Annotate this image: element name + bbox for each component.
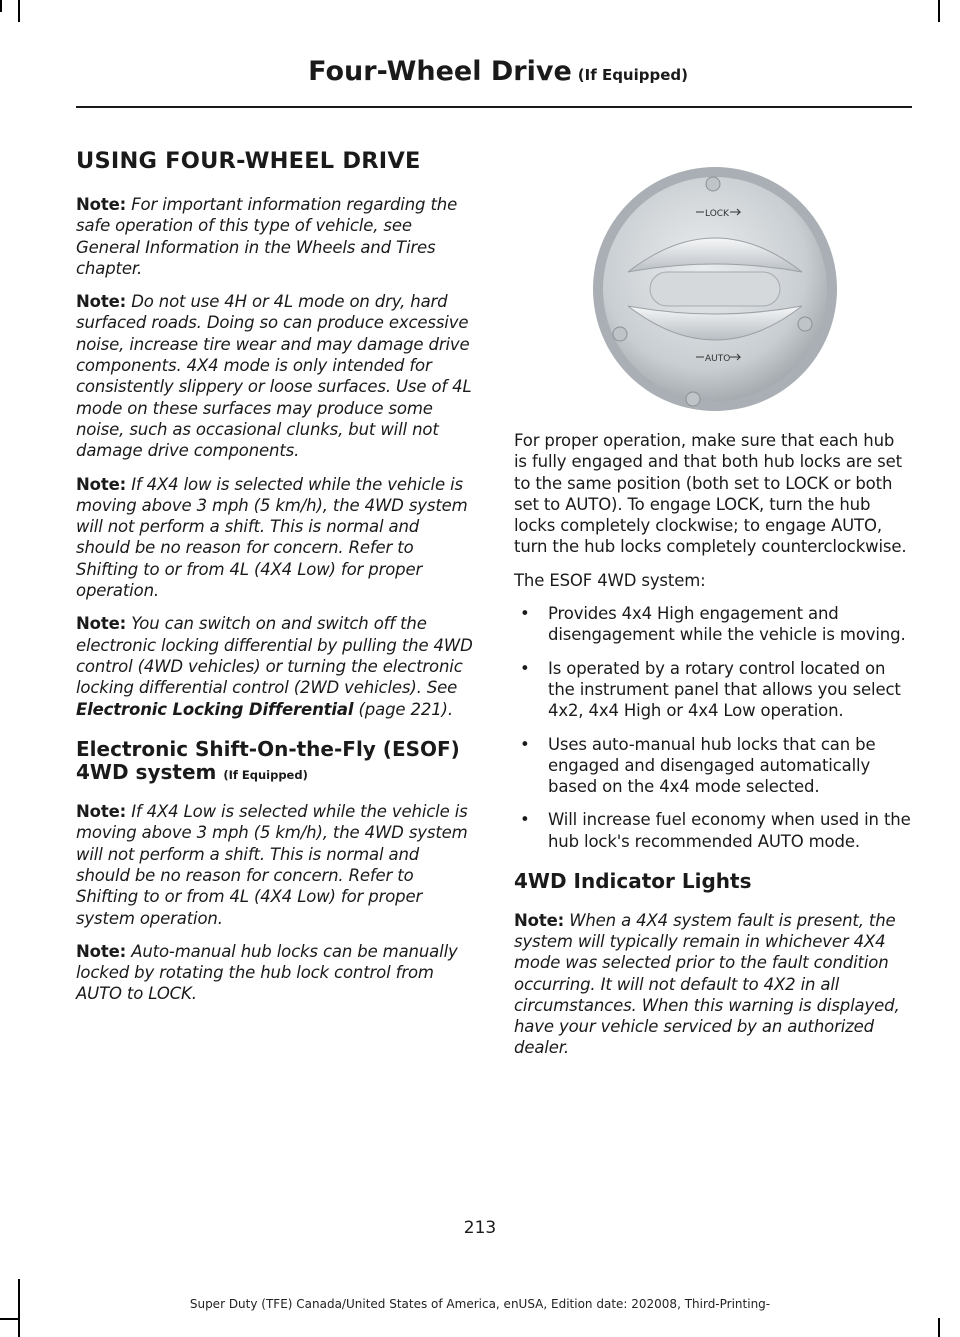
para-hub-engagement: For proper operation, make sure that each hub is fully engaged and that both hub locks are set to the same position (both set to LOCK or both set to AUTO). To engage LOCK, turn the hub locks completely clockwise; to engage AUTO, turn the hub locks completely counterclockwise.	[514, 431, 907, 557]
list-item: • Provides 4x4 High engagement and disengagement while the vehicle is moving.	[514, 603, 912, 646]
right-column	[514, 430, 912, 1071]
hub-bolt-bottom	[686, 392, 700, 406]
esof-feature-list	[514, 603, 912, 852]
list-item: • Is operated by a rotary control located on the instrument panel that allows you select 4x2, 4x4 High or 4x4 Low operation.	[514, 658, 912, 722]
crop-mark-top-left-v	[18, 0, 20, 22]
section-heading: USING FOUR-WHEEL DRIVE	[76, 148, 421, 174]
note-safety: Note: For important information regarding the safe operation of this type of vehicle, see General Information in the Wheels and Tires chapter.	[76, 195, 458, 278]
list-item: • Uses auto-manual hub locks that can be engaged and disengaged automatically based on the 4x4 mode selected.	[514, 734, 912, 798]
label-auto: AUTO	[705, 354, 731, 364]
list-item: • Will increase fuel economy when used in the hub lock's recommended AUTO mode.	[514, 809, 912, 852]
subsection-heading-esof: Electronic Shift-On-the-Fly (ESOF) 4WD system (If Equipped)	[76, 736, 460, 785]
hub-bolt-left	[613, 327, 627, 341]
page-footer: Super Duty (TFE) Canada/United States of America, enUSA, Edition date: 202008, Third-Printing-	[189, 1297, 771, 1311]
page-number: 213	[463, 1218, 497, 1238]
crop-mark-bottom-right	[938, 1318, 940, 1337]
hub-lock-figure	[590, 164, 840, 414]
header-divider	[76, 106, 912, 108]
crop-mark-bottom-left-h	[0, 1318, 18, 1320]
label-lock: LOCK	[705, 209, 729, 219]
note-esof-low-speed: Note: If 4X4 Low is selected while the vehicle is moving above 3 mph (5 km/h), the 4WD system will not perform a shift. This is normal and should be no reason for concern. Refer to Shifting to or from 4L (4X4 Low) for proper system operation.	[76, 802, 468, 928]
hub-bolt-top	[706, 177, 720, 191]
page-header-title: Four-Wheel Drive (If Equipped)	[308, 56, 688, 87]
hub-lock-illustration	[590, 164, 840, 414]
subheading-suffix: (If Equipped)	[223, 768, 308, 783]
left-column	[76, 148, 474, 1017]
hub-bolt-right	[798, 317, 812, 331]
crop-mark-top-right	[938, 0, 940, 22]
note-system-fault: Note: When a 4X4 system fault is present, the system will typically remain in whichever 4X4 mode was selected prior to the fault condition occurring. It will not default to 4X2 in all circumstances. When this warning is displayed, have your vehicle serviced by an authorized dealer.	[514, 910, 900, 1058]
note-hub-locks: Note: Auto-manual hub locks can be manually locked by rotating the hub lock control from AUTO to LOCK.	[76, 941, 458, 1004]
hub-grip-bar	[650, 272, 780, 306]
subsection-heading-indicator-lights: 4WD Indicator Lights	[514, 869, 752, 894]
crop-mark-top-left	[0, 0, 2, 12]
note-locking-differential: Note: You can switch on and switch off the electronic locking differential by pulling the 4WD control (4WD vehicles) or turning the electronic locking differential control (2WD vehicles). See Electronic Locking Differential (page 221).	[76, 614, 473, 719]
note-4x4-low-speed: Note: If 4X4 low is selected while the vehicle is moving above 3 mph (5 km/h), the 4WD system will not perform a shift. This is normal and should be no reason for concern. Refer to Shifting to or from 4L (4X4 Low) for proper operation.	[76, 474, 468, 601]
header-title-suffix: (If Equipped)	[577, 66, 688, 84]
note-hard-surfaces: Note: Do not use 4H or 4L mode on dry, hard surfaced roads. Doing so can produce excessive noise, increase tire wear and may damage drive components. 4X4 mode is only intended for consistently slippery or loose surfaces. Use of 4L mode on these surfaces may produce some noise, such as occasional clunks, but will not damage drive components.	[76, 292, 472, 461]
para-esof-intro: The ESOF 4WD system:	[514, 570, 706, 590]
xref-electronic-locking-differential[interactable]: Electronic Locking Differential	[76, 699, 354, 719]
